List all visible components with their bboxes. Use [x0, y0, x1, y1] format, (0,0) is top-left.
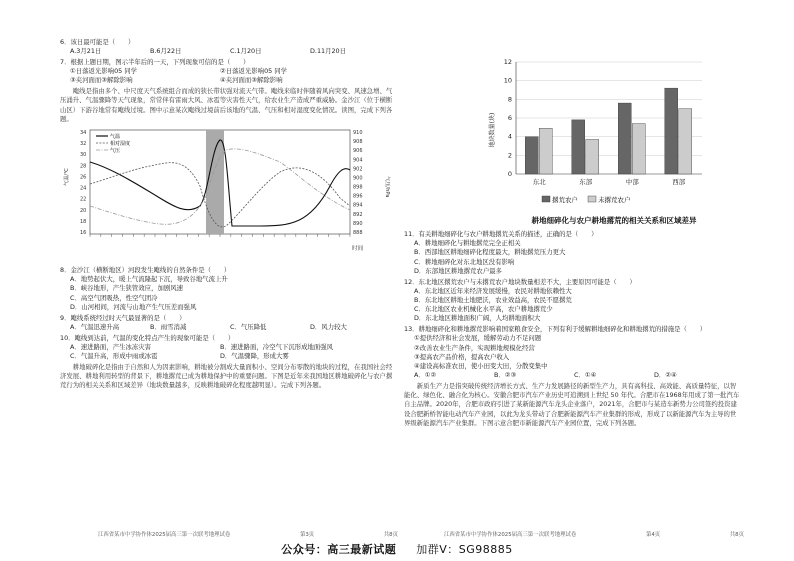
- option-d: D．东北地区耕地面积广阔，人均耕地面积大: [414, 314, 541, 323]
- option-d: D.11月20日: [310, 47, 346, 56]
- left-tick-label: 28: [80, 163, 87, 170]
- option-b: B．西部地区耕地细碎化程度最大，耕地撂荒压力更大: [414, 248, 566, 257]
- legend-swatch-abandoned: [542, 196, 550, 202]
- passage-squall-line: 飑线是指由多个、中尺度天气系统组合而成的狭长带状强对流天气带。飑线来临时伴随着风向突变、风速急增、气压涌升、气温骤降等天气现象，常常伴有雷雨大风、冰雹等灾害性天气，给农业生产造成严重威胁。金沙江（位于横断山区）下游谷地常有飑线过境。图中示意某次飑线过境前后该地的气温、气压和相对湿度变化情况。读图，完成下列各题。: [60, 87, 393, 123]
- question-12: [404, 278, 740, 324]
- right-tick-label: 890: [353, 220, 363, 227]
- watermark: [0, 541, 794, 557]
- question-stem: 7．根据上题日期，图示半年后的一天，下列现象可信的是（ ）: [60, 58, 250, 66]
- left-tick-label: 24: [80, 185, 87, 192]
- page-number: 第3页: [299, 532, 315, 538]
- right-axis-label: 气压/hPa: [384, 176, 390, 198]
- watermark-account: 公众号：高三最新试题: [281, 543, 397, 556]
- question-stem: 11．有关耕地细碎化与农户耕地撂荒关系的描述，正确的是（ ）: [404, 230, 598, 238]
- legend-temperature: 气温: [110, 134, 121, 141]
- right-tick-label: 898: [353, 184, 363, 191]
- y-tick-label: 10: [503, 76, 512, 85]
- question-8: [60, 266, 396, 312]
- chart-title: 耕地细碎化与农户耕地撂荒的相关关系和区域差异: [531, 216, 697, 225]
- option-a: A．耕地细碎化与耕地撂荒完全正相关: [414, 239, 521, 248]
- question-stem: 12．东北地区撂荒农户与未撂荒农户地块数量相差不大，主要原因可能是（ ）: [404, 277, 636, 286]
- footer-exam-title: 江西省某市中学协作体2025届高三第一次联考地理试卷: [98, 532, 231, 538]
- squall-passage-band: [206, 130, 224, 234]
- page-total: 共8页: [383, 532, 398, 538]
- option-b: B．②③: [494, 371, 517, 380]
- option-d: D．东部地区耕地撂荒农户最多: [414, 266, 502, 275]
- page-number: 第4页: [645, 532, 661, 538]
- left-tick-label: 16: [80, 230, 87, 237]
- line-chart-squall: [60, 126, 396, 262]
- page-total: 共8页: [729, 532, 744, 538]
- bar-abandoned: [618, 103, 631, 174]
- footer-left: [98, 530, 398, 538]
- bar-chart-svg: [482, 50, 742, 240]
- passage-new-productivity: 新质生产力是指突破传统经济增长方式、生产力发展路径的新型生产力，具有高科技、高效能、高质量特征，以智能化、绿色化、融合化为核心。安徽合肥市汽车产业历史可追溯到上世纪 50 年代。合肥市在1968年用成了第一批汽车自主品牌。2020年，合肥市政府引进了某新能源汽车龙头企业落户，2021年，合肥市与某造车新势力公司签约投资建设合肥新桥智能电动汽车产业园，以此为龙头带动了合肥新能源汽车产业集群的形成，形成了以新能源汽车为主导的世界级新能源汽车产业集群。下图示意合肥市新能源汽车产业园位置，完成下列各题。: [404, 382, 740, 427]
- x-tick-label: 中部: [625, 178, 639, 186]
- bar-chart-farmland: [482, 50, 742, 240]
- option-a: A．地势起伏大，暖上气流隆起下沉，导致谷地气流上升: [70, 275, 228, 284]
- option-a: A.3月21日: [70, 47, 102, 56]
- legend-not-abandoned: 未撂荒农户: [598, 196, 631, 204]
- left-tick-label: 34: [80, 130, 87, 137]
- right-tick-label: 896: [353, 193, 363, 200]
- bar-legend: [542, 195, 631, 204]
- question-7: [60, 58, 396, 86]
- option-1: ①日落返光影响05 同学: [70, 67, 138, 76]
- question-13: [404, 325, 740, 380]
- legend-swatch-not-abandoned: [588, 196, 596, 202]
- y-tick-label: 2: [507, 151, 512, 160]
- question-stem: 13．耕地细碎化和耕地撂荒影响着国家粮食安全，下列有利于缓解耕地细碎化和耕地撂荒的措施是（ ）: [404, 325, 707, 334]
- statement-3: ③提高农产品价格，提高农户收入: [414, 352, 510, 361]
- passage-farmland: 耕地破碎化是指由于自然和人为因素影响，耕地被分割成大量面积小、空间分布零散的地块的过程，在我国社会经济发展、耕地利用转型的背景下，耕地撂荒已成为耕地保护中的重要问题。下图是近年来我国地区耕地破碎化与农户撂荒行为的相关关系和区域差异（地块数量越多，反映耕地破碎化程度越明显）。完成下列各题。: [60, 362, 393, 390]
- statement-4: ④建设高标准农田，使小田变大田，分散变集中: [414, 362, 548, 371]
- option-b: B．速进路面，冷空气下沉形成地面强风: [220, 342, 334, 351]
- option-d: D．山河相间，河流与山地产生气压差而强风: [70, 302, 197, 311]
- y-tick-label: 6: [507, 114, 512, 122]
- question-9: [60, 314, 396, 332]
- y-tick-label: 12: [503, 58, 512, 66]
- statement-1: ①提供经济和社会发展，缓解劳动力不足问题: [414, 334, 542, 343]
- right-tick-label: 902: [353, 166, 363, 173]
- y-tick-label: 8: [507, 95, 512, 104]
- option-a: A．气温迅速升高: [70, 322, 120, 331]
- option-c: C．东北地区农业机械化水平高，农户耕地撂荒少: [414, 305, 553, 314]
- left-tick-label: 26: [80, 174, 87, 181]
- right-tick-label: 908: [353, 139, 363, 146]
- bar-not-abandoned: [539, 128, 552, 174]
- question-stem: 9．飑线系统经过时天气最显著的是（ ）: [60, 313, 186, 322]
- y-tick-label: 0: [507, 170, 512, 178]
- option-b: B．雨雪消减: [150, 322, 187, 331]
- option-b: B．峡谷地形，产生狭管效应，加剧风速: [70, 284, 184, 293]
- bar-not-abandoned: [679, 109, 692, 174]
- left-tick-label: 30: [80, 152, 87, 159]
- option-d: D．②④: [654, 371, 677, 380]
- x-tick-label: 西部: [672, 178, 686, 186]
- bar-not-abandoned: [586, 139, 599, 174]
- legend-abandoned: 撂荒农户: [552, 196, 578, 204]
- legend-humidity: 相对湿度: [110, 141, 131, 148]
- question-stem: 8．金沙江（横断地区）河段发生飑线的自然条件是（ ）: [60, 266, 231, 275]
- option-c: C.1月20日: [230, 47, 262, 56]
- option-c: C．耕地细碎化对东北地区没有影响: [414, 257, 515, 266]
- statement-2: ②改善农业生产条件，实现耕地规模化经营: [414, 343, 535, 352]
- footer-right: [444, 530, 744, 538]
- right-tick-label: 894: [353, 202, 363, 209]
- x-tick-label: 东北: [532, 178, 546, 186]
- left-axis-label: 气温/℃: [64, 168, 70, 187]
- option-2: ②日落返光影响05 同学: [220, 67, 288, 76]
- right-tick-label: 904: [353, 157, 363, 164]
- question-10: [60, 334, 396, 362]
- left-column: [60, 38, 396, 390]
- right-tick-label: 892: [353, 211, 363, 218]
- option-b: B．东北地区耕地土地肥沃，农业效益高，农民不愿撂荒: [414, 296, 572, 305]
- left-tick-label: 20: [80, 207, 87, 214]
- right-tick-label: 906: [353, 148, 363, 155]
- footer-exam-title: 江西省某市中学协作体2025届高三第一次联考地理试卷: [444, 532, 577, 538]
- option-c: C．①④: [574, 371, 597, 380]
- y-axis-label: 地块数量(块): [489, 112, 496, 148]
- right-tick-label: 888: [353, 230, 363, 237]
- question-stem: 10．飑线到达前，气温的变化特点产生的现象可能是（ ）: [60, 333, 235, 342]
- option-a: A．①②: [414, 371, 437, 380]
- y-tick-label: 4: [507, 132, 512, 141]
- right-tick-label: 910: [353, 130, 363, 137]
- option-c: C．高空气团吸热，性空气团冷: [70, 293, 158, 302]
- legend-pressure: 气压: [110, 148, 121, 155]
- left-tick-label: 18: [80, 218, 87, 225]
- option-b: B.6月22日: [150, 47, 182, 56]
- legend: [96, 133, 130, 154]
- left-tick-label: 32: [80, 141, 87, 148]
- option-4: ④夹河面而③解除影响: [220, 76, 283, 85]
- option-d: D．风力较大: [310, 322, 347, 331]
- x-tick-label: 东部: [579, 178, 593, 186]
- option-3: ③夹河面而③解除影响: [70, 76, 133, 85]
- question-6: [60, 38, 396, 56]
- right-tick-label: 900: [353, 175, 363, 182]
- option-a: A．东北地区近年来经济发展缓慢，农民对耕地依赖性大: [414, 286, 572, 295]
- x-axis-label: 时间: [352, 246, 364, 253]
- bar-not-abandoned: [632, 124, 645, 174]
- squall-line-chart-svg: [60, 126, 396, 262]
- question-stem: 6．该日最可能是（ ）: [60, 38, 135, 46]
- option-a: A．速进路面，产生冰冻灾害: [70, 342, 152, 351]
- option-c: C．气温升高，形成中雨或冰雹: [70, 352, 158, 361]
- option-d: D．气温骤降，形成大雾: [220, 352, 289, 361]
- option-c: C．气压降低: [230, 322, 267, 331]
- bar-abandoned: [665, 88, 678, 174]
- bar-abandoned: [525, 137, 538, 174]
- watermark-group: 加群V：SG98885: [416, 543, 513, 556]
- left-tick-label: 22: [80, 196, 87, 203]
- bar-abandoned: [572, 120, 585, 174]
